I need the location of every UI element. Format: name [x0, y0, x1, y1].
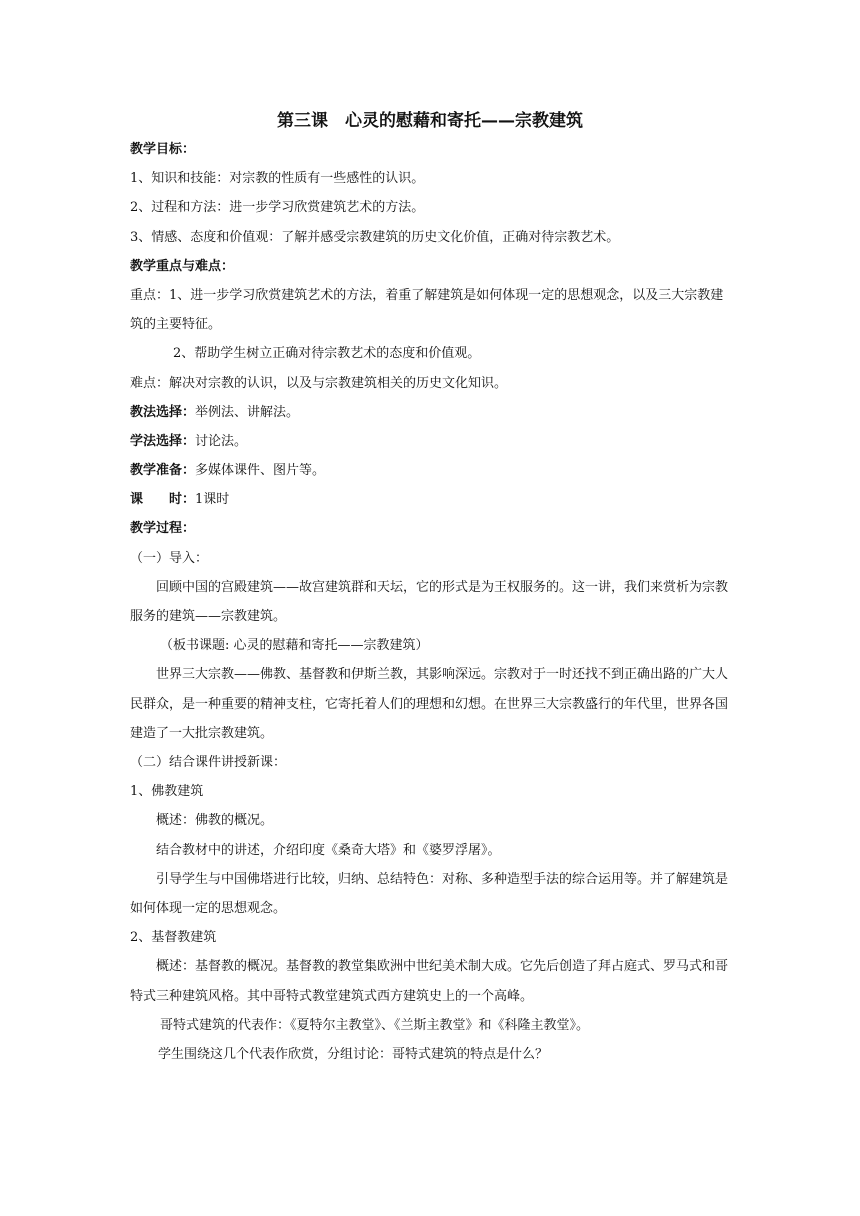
difficulty: 难点：解决对宗教的认识，以及与宗教建筑相关的历史文化知识。 — [130, 375, 508, 391]
teaching-prep-label: 教学准备： — [130, 463, 196, 479]
buddhist-compare: 引导学生与中国佛塔进行比较，归纳、总结特色：对称、多种造型手法的综合运用等。并了解建筑是如何体现一定的思想观念。 — [130, 871, 729, 916]
class-period — [130, 485, 732, 514]
intro-heading: （一）导入： — [130, 550, 209, 566]
teaching-method — [130, 398, 732, 427]
new-lesson-heading: （二）结合课件讲授新课： — [130, 755, 287, 771]
process-heading: 教学过程： — [130, 521, 196, 537]
key-point-2: 2、帮助学生树立正确对待宗教艺术的态度和价值观。 — [173, 346, 481, 362]
class-period-value: 1课时 — [195, 492, 230, 508]
goal-item: 1、知识和技能：对宗教的性质有一些感性的认识。 — [130, 171, 425, 187]
document-body — [130, 135, 732, 1069]
key-points-heading: 教学重点与难点： — [130, 258, 235, 274]
key-point-1: 重点：1、进一步学习欣赏建筑艺术的方法，着重了解建筑是如何体现一定的思想观念，以及三大宗教建筑的主要特征。 — [130, 287, 724, 333]
teaching-method-label: 教法选择： — [130, 404, 196, 420]
buddhist-example: 结合教材中的讲述，介绍印度《桑奇大塔》和《婆罗浮屠》。 — [156, 842, 501, 858]
christian-works: 哥特式建筑的代表作：《夏特尔主教堂》、《兰斯主教堂》和《科隆主教堂》。 — [160, 1017, 590, 1033]
teaching-prep — [130, 456, 732, 485]
class-period-label: 课 时： — [130, 492, 196, 508]
buddhist-heading: 1、佛教建筑 — [130, 784, 204, 800]
goal-item: 3、情感、态度和价值观：了解并感受宗教建筑的历史文化价值，正确对待宗教艺术。 — [130, 229, 620, 245]
lesson-title: 第三课 心灵的慰藉和寄托——宗教建筑 — [277, 111, 583, 131]
study-method-value: 讨论法。 — [195, 433, 248, 449]
study-method-label: 学法选择： — [130, 433, 196, 449]
christian-heading: 2、基督教建筑 — [130, 930, 217, 946]
christian-overview: 概述：基督教的概况。基督教的教堂集欧洲中世纪美术制大成。它先后创造了拜占庭式、罗马式和哥特式三种建筑风格。其中哥特式教堂建筑式西方建筑史上的一个高峰。 — [130, 959, 729, 1004]
christian-discussion: 学生围绕这几个代表作欣赏，分组讨论：哥特式建筑的特点是什么？ — [158, 1046, 549, 1062]
world-religions-paragraph: 世界三大宗教——佛教、基督教和伊斯兰教，其影响深远。宗教对于一时还找不到正确出路的广大人民群众，是一种重要的精神支柱，它寄托着人们的理想和幻想。在世界三大宗教盛行的年代里，世界各国建造了一大批宗教建筑。 — [130, 667, 729, 741]
goals-heading: 教学目标： — [130, 142, 196, 157]
study-method — [130, 427, 732, 456]
intro-paragraph: 回顾中国的宫殿建筑——故宫建筑群和天坛，它的形式是为王权服务的。这一讲，我们来赏析为宗教服务的建筑——宗教建筑。 — [130, 579, 729, 625]
teaching-method-value: 举例法、讲解法。 — [195, 404, 300, 420]
goal-item: 2、过程和方法：进一步学习欣赏建筑艺术的方法。 — [130, 200, 425, 216]
buddhist-overview: 概述：佛教的概况。 — [156, 813, 274, 829]
teaching-prep-value: 多媒体课件、图片等。 — [195, 463, 326, 479]
board-topic: （板书课题: 心灵的慰藉和寄托——宗教建筑） — [160, 638, 429, 654]
